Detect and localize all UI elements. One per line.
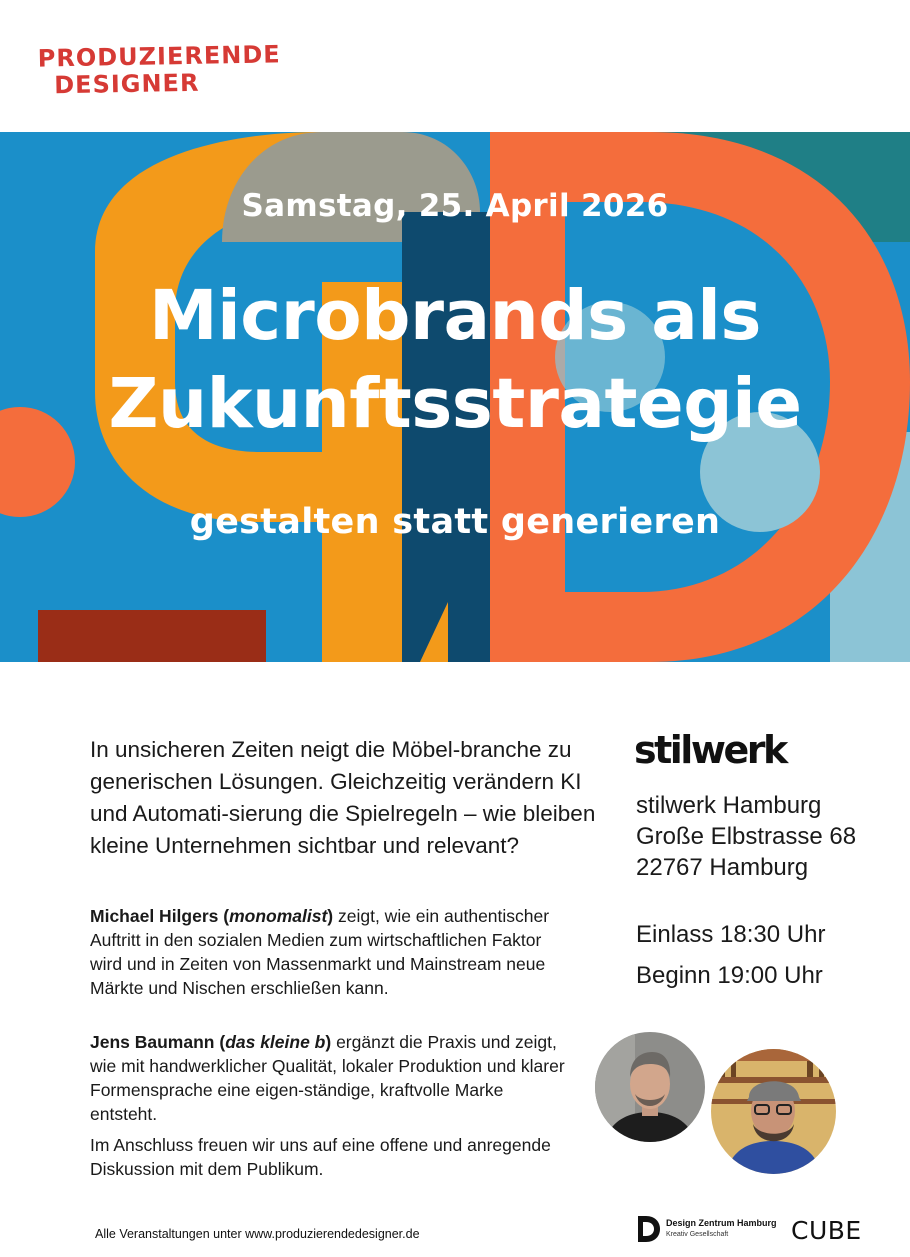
speaker-name-hilgers: Michael Hilgers ( — [90, 906, 230, 926]
paragraph-baumann — [90, 1030, 570, 1126]
intro-text: In unsicheren Zeiten neigt die Möbel-branche zu generischen Lösungen. Gleichzeitig verändern KI und Automati-sierung die Spielregeln – wie bleiben kleine Unternehmen sichtbar und relevant? — [90, 737, 596, 858]
paragraph-discussion: Im Anschluss freuen wir uns auf eine offene und anregende Diskussion mit dem Publikum. — [90, 1135, 551, 1179]
speaker-name-baumann: Jens Baumann ( — [90, 1032, 226, 1052]
venue-street: Große Elbstrasse 68 — [636, 823, 857, 850]
venue-city: 22767 Hamburg — [636, 854, 809, 881]
logo-line-1: PRODUZIERENDE — [37, 40, 281, 73]
event-times — [636, 914, 825, 996]
event-banner — [0, 132, 910, 662]
entry-time: Einlass 18:30 Uhr — [636, 921, 826, 948]
event-title-line-1: Microbrands als — [148, 276, 762, 356]
event-subtitle: gestalten statt generieren — [189, 502, 721, 542]
speaker-paren-close: ) — [325, 1032, 332, 1052]
footer-url-text: Alle Veranstaltungen unter www.produzierendedesigner.de — [95, 1227, 420, 1241]
dzh-name: Design Zentrum Hamburg — [666, 1218, 777, 1228]
dzh-subtitle: Kreativ Gesellschaft — [666, 1231, 729, 1238]
design-zentrum-hamburg-logo — [638, 1216, 777, 1242]
venue-address — [636, 790, 856, 883]
paragraph-baumann-text: ergänzt die Praxis und zeigt, wie mit handwerklicher Qualität, lokaler Produktion und klarer Formensprache eine eigen-ständige, kraftvolle Marke entsteht. — [90, 1032, 565, 1124]
event-title — [0, 272, 910, 448]
venue-name: stilwerk Hamburg — [636, 792, 822, 819]
paragraph-hilgers-text: zeigt, wie ein authentischer Auftritt in den sozialen Medien zum wirtschaftlichen Faktor wird und in Zeiten von Massenmarkt und Mainstream neue Märkte und Nischen erschließen kann. — [90, 906, 550, 998]
dzh-icon — [638, 1216, 660, 1242]
speaker-company-monomalist: monomalist — [229, 906, 328, 926]
speaker-paren-close: ) — [327, 906, 334, 926]
stilwerk-logo: stilwerk — [634, 728, 786, 772]
speaker-photo-baumann — [711, 1049, 836, 1174]
speaker-photo-hilgers — [595, 1032, 705, 1142]
paragraph-hilgers — [90, 904, 570, 1000]
event-date: Samstag, 25. April 2026 — [241, 188, 669, 224]
logo-line-2: DESIGNER — [53, 68, 200, 100]
cube-logo: CUBE — [791, 1216, 862, 1245]
start-time: Beginn 19:00 Uhr — [636, 962, 823, 989]
speaker-company-das-kleine-b: das kleine b — [225, 1032, 326, 1052]
produzierende-designer-logo — [37, 40, 281, 100]
event-title-line-2: Zukunftsstrategie — [108, 364, 802, 444]
